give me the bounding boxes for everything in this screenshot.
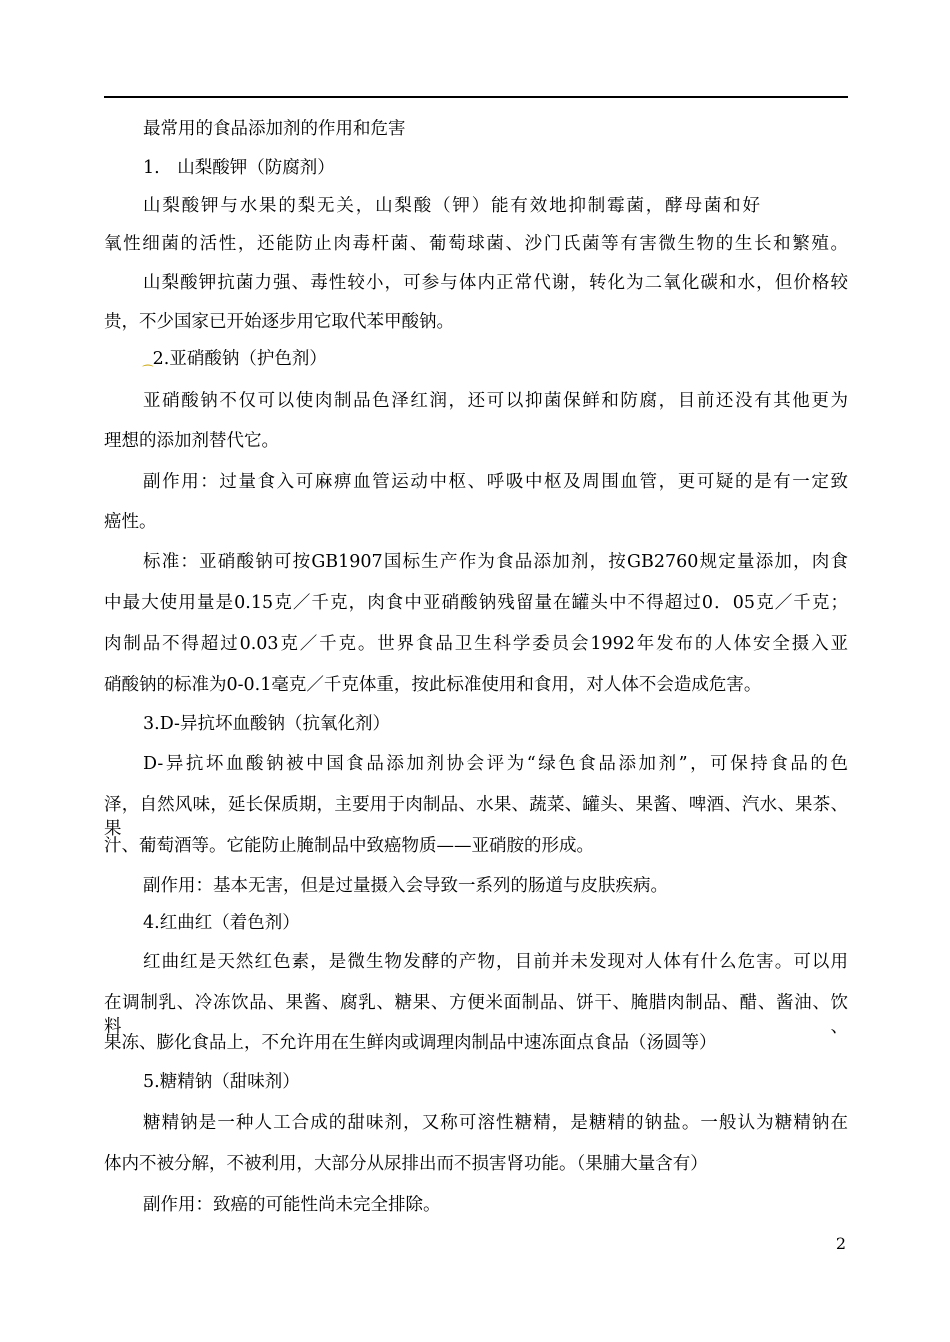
section-1-heading: 1. 山梨酸钾（防腐剂） — [143, 158, 335, 178]
paragraph-line: 泽，自然风味，延长保质期，主要用于肉制品、水果、蔬菜、罐头、果酱、啤酒、汽水、果茶、果 — [104, 795, 848, 839]
edit-mark-icon: ⁔ — [143, 352, 153, 367]
paragraph-line: 氧性细菌的活性，还能防止肉毒杆菌、葡萄球菌、沙门氏菌等有害微生物的生长和繁殖。 — [104, 234, 848, 254]
paragraph-line: 理想的添加剂替代它。 — [104, 431, 279, 451]
paragraph-line: 在调制乳、冷冻饮品、果酱、腐乳、糖果、方便米面制品、饼干、腌腊肉制品、醋、酱油、饮料、 — [104, 993, 848, 1037]
paragraph-line: 硝酸钠的标准为0-0.1毫克／千克体重，按此标准使用和食用，对人体不会造成危害。 — [104, 675, 762, 695]
paragraph-line: 标准：亚硝酸钠可按GB1907国标生产作为食品添加剂，按GB2760规定量添加，肉食 — [143, 552, 848, 572]
paragraph-line: 肉制品不得超过0.03克／千克。世界食品卫生科学委员会1992年发布的人体安全摄入亚 — [104, 634, 848, 654]
paragraph-line: 山梨酸钾抗菌力强、毒性较小，可参与体内正常代谢，转化为二氧化碳和水，但价格较 — [143, 273, 848, 293]
paragraph-line: 亚硝酸钠不仅可以使肉制品色泽红润，还可以抑菌保鲜和防腐，目前还没有其他更为 — [143, 391, 848, 411]
section-5-heading: 5.糖精钠（甜味剂） — [143, 1072, 300, 1092]
section-3-heading: 3.D-异抗坏血酸钠（抗氧化剂） — [143, 714, 390, 734]
paragraph-line: 汁、葡萄酒等。它能防止腌制品中致癌物质——亚硝胺的形成。 — [104, 836, 594, 856]
paragraph-line: 副作用：基本无害，但是过量摄入会导致一系列的肠道与皮肤疾病。 — [143, 876, 668, 896]
section-4-heading: 4.红曲红（着色剂） — [143, 913, 300, 933]
section-2-heading — [143, 347, 848, 372]
paragraph-line: 山梨酸钾与水果的梨无关，山梨酸（钾）能有效地抑制霉菌，酵母菌和好 — [143, 196, 760, 216]
paragraph-line: 癌性。 — [104, 512, 157, 532]
header-rule — [104, 96, 848, 98]
section-2-heading-text: 2.亚硝酸钠（护色剂） — [152, 349, 327, 369]
paragraph-line: 红曲红是天然红色素，是微生物发酵的产物，目前并未发现对人体有什么危害。可以用 — [143, 952, 848, 972]
paragraph-line: 副作用：致癌的可能性尚未完全排除。 — [143, 1195, 441, 1215]
paragraph-line: 贵，不少国家已开始逐步用它取代苯甲酸钠。 — [104, 312, 454, 332]
paragraph-line: 中最大使用量是0.15克／千克，肉食中亚硝酸钠残留量在罐头中不得超过0．05克／千克； — [104, 593, 848, 613]
document-title: 最常用的食品添加剂的作用和危害 — [143, 119, 406, 139]
paragraph-line: 体内不被分解，不被利用，大部分从尿排出而不损害肾功能。（果脯大量含有） — [104, 1154, 708, 1174]
paragraph-line: 果冻、膨化食品上，不允许用在生鲜肉或调理肉制品中速冻面点食品（汤圆等） — [104, 1033, 717, 1053]
page-number: 2 — [835, 1234, 846, 1253]
paragraph-line: D-异抗坏血酸钠被中国食品添加剂协会评为“绿色食品添加剂”，可保持食品的色 — [143, 754, 848, 774]
paragraph-line: 糖精钠是一种人工合成的甜味剂，又称可溶性糖精，是糖精的钠盐。一般认为糖精钠在 — [143, 1113, 848, 1133]
paragraph-line: 副作用：过量食入可麻痹血管运动中枢、呼吸中枢及周围血管，更可疑的是有一定致 — [143, 472, 848, 492]
